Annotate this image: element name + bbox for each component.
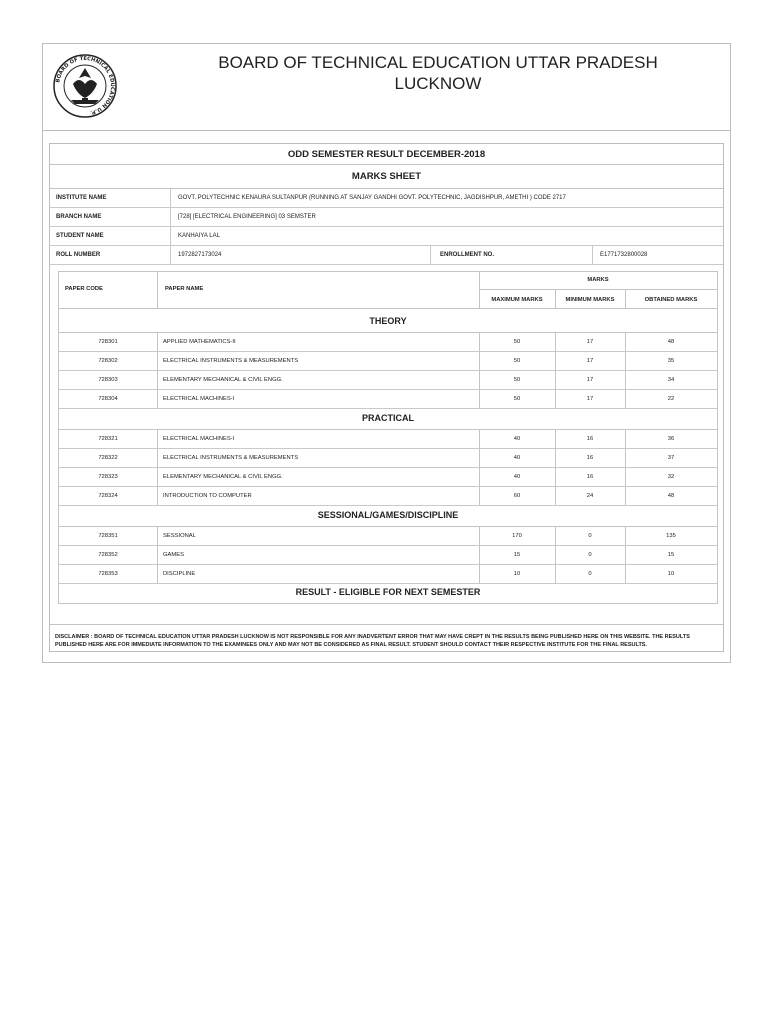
minimum-marks: 17	[586, 358, 594, 364]
student-row	[50, 227, 723, 246]
roll-value: 1972827173024	[178, 252, 222, 258]
paper-name: SESSIONAL	[163, 533, 196, 539]
marks-header: MARKS	[587, 277, 609, 283]
maximum-marks: 170	[512, 533, 522, 539]
obtained-marks: 36	[667, 436, 675, 442]
obtained-marks: 48	[667, 339, 675, 345]
branch-value: [728] [ELECTRICAL ENGINEERING] 03 SEMSTER	[178, 214, 316, 220]
board-title-block	[183, 52, 693, 94]
maximum-marks: 40	[513, 436, 521, 442]
obtained-marks: 32	[667, 474, 675, 480]
roll-label: ROLL NUMBER	[56, 252, 101, 258]
table-row	[59, 390, 717, 409]
result-text: RESULT - ELIGIBLE FOR NEXT SEMESTER	[295, 587, 481, 597]
paper-code: 728353	[98, 571, 118, 577]
board-city: LUCKNOW	[394, 74, 482, 93]
obtained-marks: 15	[667, 552, 675, 558]
student-label: STUDENT NAME	[56, 233, 104, 239]
student-value: KANHAIYA LAL	[178, 233, 220, 239]
marks-sheet-panel	[49, 143, 724, 652]
minimum-marks: 16	[586, 436, 594, 442]
paper-code: 728303	[98, 377, 118, 383]
enrollment-label: ENROLLMENT NO.	[440, 252, 494, 258]
minimum-marks-header: MINIMUM MARKS	[565, 297, 615, 303]
table-row	[59, 352, 717, 371]
paper-code-header: PAPER CODE	[65, 286, 103, 292]
maximum-marks: 50	[513, 377, 521, 383]
minimum-marks: 16	[586, 474, 594, 480]
minimum-marks: 0	[588, 533, 592, 539]
paper-name: ELEMENTARY MECHANICAL & CIVIL ENGG.	[163, 474, 283, 480]
paper-code: 728301	[98, 339, 118, 345]
paper-code: 728351	[98, 533, 118, 539]
obtained-marks: 135	[666, 533, 676, 539]
branch-row	[50, 208, 723, 227]
minimum-marks: 17	[586, 377, 594, 383]
obtained-marks: 34	[667, 377, 675, 383]
paper-code: 728321	[98, 436, 118, 442]
paper-name: DISCIPLINE	[163, 571, 196, 577]
paper-name: ELECTRICAL MACHINES-I	[163, 396, 235, 402]
disclaimer-text: DISCLAIMER : BOARD OF TECHNICAL EDUCATION UTTAR PRADESH LUCKNOW IS NOT RESPONSIBLE FOR ANY INADVERTENT ERROR THAT MAY HAVE CREPT IN THE RESULTS BEING PUBLISHED HERE ON THIS WEBSITE. THE RESULTS PUBLISHED HERE ARE FOR IMMEDIATE INFORMATION TO THE EXAMINEES ONLY AND MAY NOT BE CONSIDERED AS FINAL RESULT. STUDENT SHOULD CONTACT THEIR RESPECTIVE INSTITUTE FOR THE FINAL RESULTS.	[55, 634, 690, 648]
paper-code: 728322	[98, 455, 118, 461]
obtained-marks: 35	[667, 358, 675, 364]
minimum-marks: 24	[586, 493, 594, 499]
table-row	[59, 546, 717, 565]
board-seal-logo	[53, 54, 117, 118]
branch-label: BRANCH NAME	[56, 214, 102, 220]
maximum-marks: 40	[513, 455, 521, 461]
maximum-marks: 50	[513, 358, 521, 364]
minimum-marks: 17	[586, 396, 594, 402]
table-row	[59, 527, 717, 546]
obtained-marks: 48	[667, 493, 675, 499]
section-theory: THEORY	[369, 316, 407, 326]
board-title: BOARD OF TECHNICAL EDUCATION UTTAR PRADESH	[218, 53, 658, 72]
obtained-marks-header: OBTAINED MARKS	[644, 297, 698, 303]
paper-name-header: PAPER NAME	[165, 286, 204, 292]
obtained-marks: 22	[667, 396, 675, 402]
section-sessional: SESSIONAL/GAMES/DISCIPLINE	[317, 510, 459, 520]
table-row	[59, 487, 717, 506]
paper-name: ELEMENTARY MECHANICAL & CIVIL ENGG.	[163, 377, 283, 383]
table-row	[59, 468, 717, 487]
maximum-marks-header: MAXIMUM MARKS	[491, 297, 543, 303]
paper-code: 728352	[98, 552, 118, 558]
paper-code: 728304	[98, 396, 118, 402]
minimum-marks: 0	[588, 552, 592, 558]
paper-name: APPLIED MATHEMATICS-II	[163, 339, 236, 345]
marks-table	[58, 271, 718, 604]
roll-row	[50, 246, 723, 265]
institute-label: INSTITUTE NAME	[56, 195, 107, 201]
enrollment-value: E1771732800028	[600, 252, 648, 258]
maximum-marks: 50	[513, 396, 521, 402]
institute-value: GOVT. POLYTECHNIC KENAURA SULTANPUR (RUNNING AT SANJAY GANDHI GOVT. POLYTECHNIC, JAGDISHPUR, AMETHI ) CODE 2717	[178, 195, 566, 201]
minimum-marks: 0	[588, 571, 592, 577]
obtained-marks: 10	[667, 571, 675, 577]
paper-name: ELECTRICAL MACHINES-I	[163, 436, 235, 442]
table-row	[59, 565, 717, 584]
paper-code: 728324	[98, 493, 118, 499]
paper-name: INTRODUCTION TO COMPUTER	[163, 493, 252, 499]
obtained-marks: 37	[667, 455, 675, 461]
minimum-marks: 17	[586, 339, 594, 345]
exam-title: ODD SEMESTER RESULT DECEMBER-2018	[287, 149, 486, 160]
maximum-marks: 60	[513, 493, 521, 499]
header	[43, 44, 730, 131]
table-row	[59, 371, 717, 390]
sheet-title: MARKS SHEET	[351, 171, 422, 182]
paper-code: 728323	[98, 474, 118, 480]
minimum-marks: 16	[586, 455, 594, 461]
table-row	[59, 449, 717, 468]
paper-name: ELECTRICAL INSTRUMENTS & MEASUREMENTS	[163, 455, 299, 461]
paper-code: 728302	[98, 358, 118, 364]
table-row	[59, 430, 717, 449]
seal-ring-text: BOARD OF TECHNICAL EDUCATION U.P.	[55, 55, 116, 116]
paper-name: ELECTRICAL INSTRUMENTS & MEASUREMENTS	[163, 358, 299, 364]
institute-row	[50, 189, 723, 208]
maximum-marks: 50	[513, 339, 521, 345]
section-practical: PRACTICAL	[362, 413, 414, 423]
result-sheet	[42, 43, 731, 663]
maximum-marks: 40	[513, 474, 521, 480]
maximum-marks: 10	[513, 571, 521, 577]
paper-name: GAMES	[163, 552, 184, 558]
maximum-marks: 15	[513, 552, 521, 558]
table-row	[59, 333, 717, 352]
